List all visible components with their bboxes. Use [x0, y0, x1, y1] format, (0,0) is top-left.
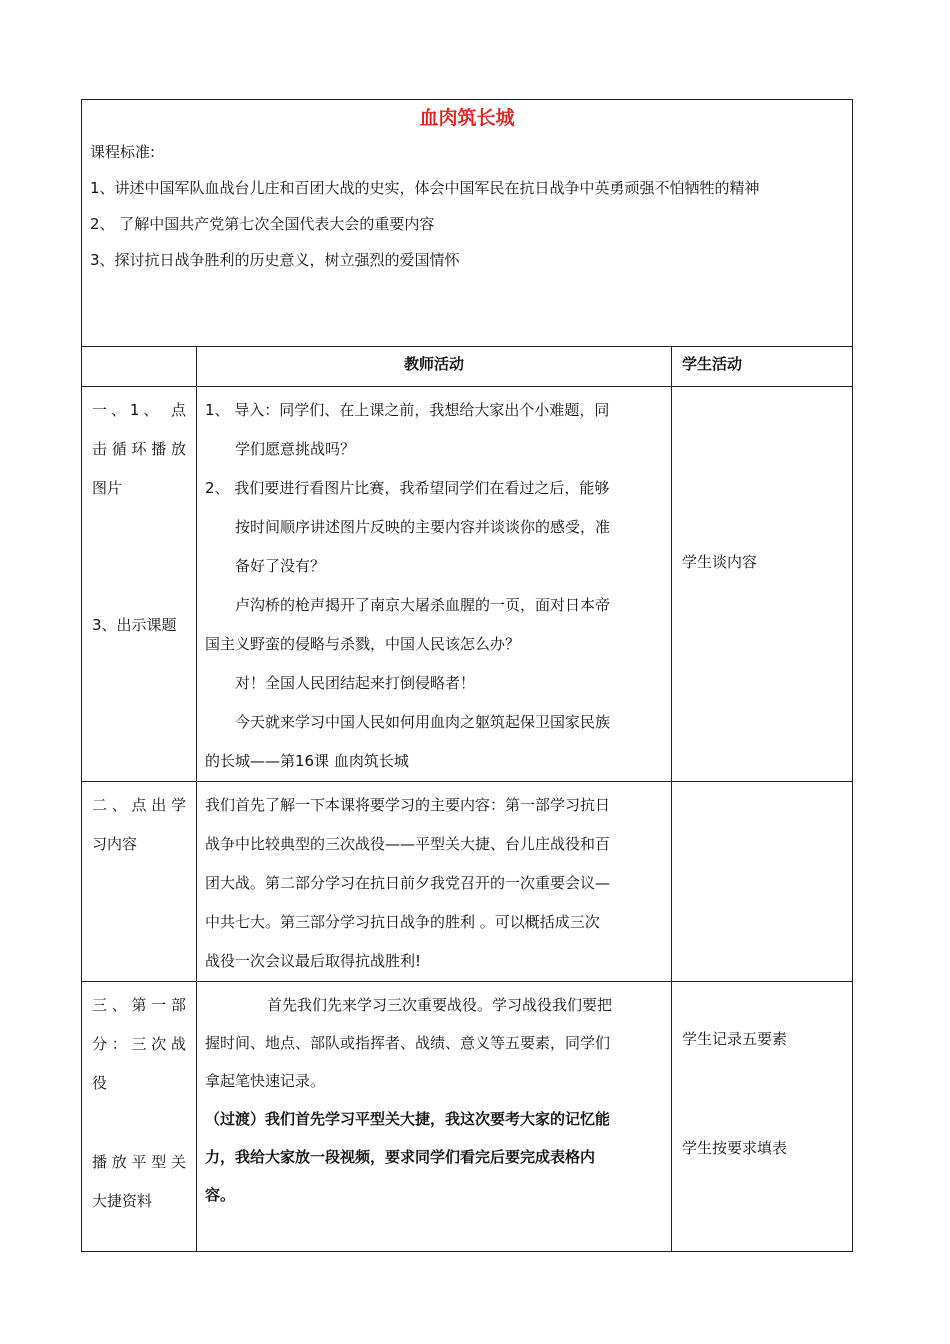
row3-step-line: 役	[92, 1074, 108, 1092]
standards-label: 课程标准:	[90, 143, 156, 161]
teacher-bold-line: （过渡）我们首先学习平型关大捷，我这次要考大家的记忆能	[205, 1110, 611, 1128]
row1-student-cell	[672, 387, 853, 782]
row3-step-extra: 大捷资料	[92, 1192, 153, 1210]
teacher-line: 国主义野蛮的侵略与杀戮，中国人民该怎么办？	[205, 635, 521, 653]
header-student-activity: 学生活动	[672, 347, 853, 387]
row3-student-cell	[672, 982, 853, 1252]
teacher-line: 握时间、地点、部队或指挥者、战绩、意义等五要素，同学们	[205, 1034, 611, 1052]
teacher-line: 的长城——第16课 血肉筑长城	[205, 752, 409, 770]
row3-teacher-cell	[197, 982, 672, 1252]
teacher-line: 团大战。第二部分学习在抗日前夕我党召开的一次重要会议—	[205, 874, 611, 892]
row1-step-extra: 3、出示课题	[92, 616, 177, 634]
row3-step-line: 分：三次战	[92, 1035, 186, 1053]
row3-step-extra: 播放平型关	[92, 1153, 186, 1171]
header-teacher-activity: 教师活动	[197, 347, 672, 387]
teacher-line: 按时间顺序讲述图片反映的主要内容并谈谈你的感受，准	[235, 518, 611, 536]
row1-step-line: 一、1、 点	[92, 401, 186, 419]
standard-item-1: 1、讲述中国军队血战台儿庄和百团大战的史实，体会中国军民在抗日战争中英勇顽强不怕牺牲的精神	[90, 179, 760, 197]
lesson-plan-table	[81, 99, 853, 1252]
header-empty-cell	[82, 347, 197, 387]
row1-step-line: 击循环播放	[92, 440, 186, 458]
row1-step-cell	[82, 387, 197, 782]
row2-step-cell	[82, 782, 197, 982]
row2-student-cell	[672, 782, 853, 982]
row1-step-line: 图片	[92, 479, 123, 497]
teacher-line: 战役一次会议最后取得抗战胜利!	[205, 952, 422, 970]
standard-item-2: 2、 了解中国共产党第七次全国代表大会的重要内容	[90, 215, 435, 233]
row3-step-cell	[82, 982, 197, 1252]
teacher-line: 学们愿意挑战吗？	[235, 440, 356, 458]
teacher-bold-line: 容。	[205, 1186, 236, 1204]
teacher-line: 中共七大。第三部分学习抗日战争的胜利 。可以概括成三次	[205, 913, 600, 931]
teacher-line: 1、 导入：同学们、在上课之前，我想给大家出个小难题，同	[205, 401, 610, 419]
teacher-line: 拿起笔快速记录。	[205, 1072, 326, 1090]
teacher-line: 我们首先了解一下本课将要学习的主要内容：第一部学习抗日	[205, 796, 611, 814]
teacher-line: 备好了没有？	[235, 557, 326, 575]
page-title: 血肉筑长城	[419, 107, 515, 129]
teacher-line: 今天就来学习中国人民如何用血肉之躯筑起保卫国家民族	[235, 713, 611, 731]
row1-student-text: 学生谈内容	[682, 553, 758, 571]
teacher-line: 2、 我们要进行看图片比赛，我希望同学们在看过之后，能够	[205, 479, 610, 497]
standards-cell	[82, 100, 853, 347]
teacher-line: 首先我们先来学习三次重要战役。学习战役我们要把	[267, 996, 613, 1014]
teacher-bold-line: 力，我给大家放一段视频，要求同学们看完后要完成表格内	[205, 1148, 596, 1166]
teacher-line: 卢沟桥的枪声揭开了南京大屠杀血腥的一页，面对日本帝	[235, 596, 611, 614]
row1-teacher-cell	[197, 387, 672, 782]
row3-step-line: 三、第一部	[92, 996, 186, 1014]
standard-item-3: 3、探讨抗日战争胜利的历史意义，树立强烈的爱国情怀	[90, 251, 460, 269]
row3-student-text: 学生记录五要素	[682, 1030, 788, 1048]
row2-step-line: 二、点出学	[92, 796, 186, 814]
teacher-line: 战争中比较典型的三次战役——平型关大捷、台儿庄战役和百	[205, 835, 611, 853]
row2-step-line: 习内容	[92, 835, 138, 853]
row2-teacher-cell	[197, 782, 672, 982]
row3-student-text-2: 学生按要求填表	[682, 1139, 788, 1157]
teacher-line: 对！全国人民团结起来打倒侵略者！	[235, 674, 476, 692]
